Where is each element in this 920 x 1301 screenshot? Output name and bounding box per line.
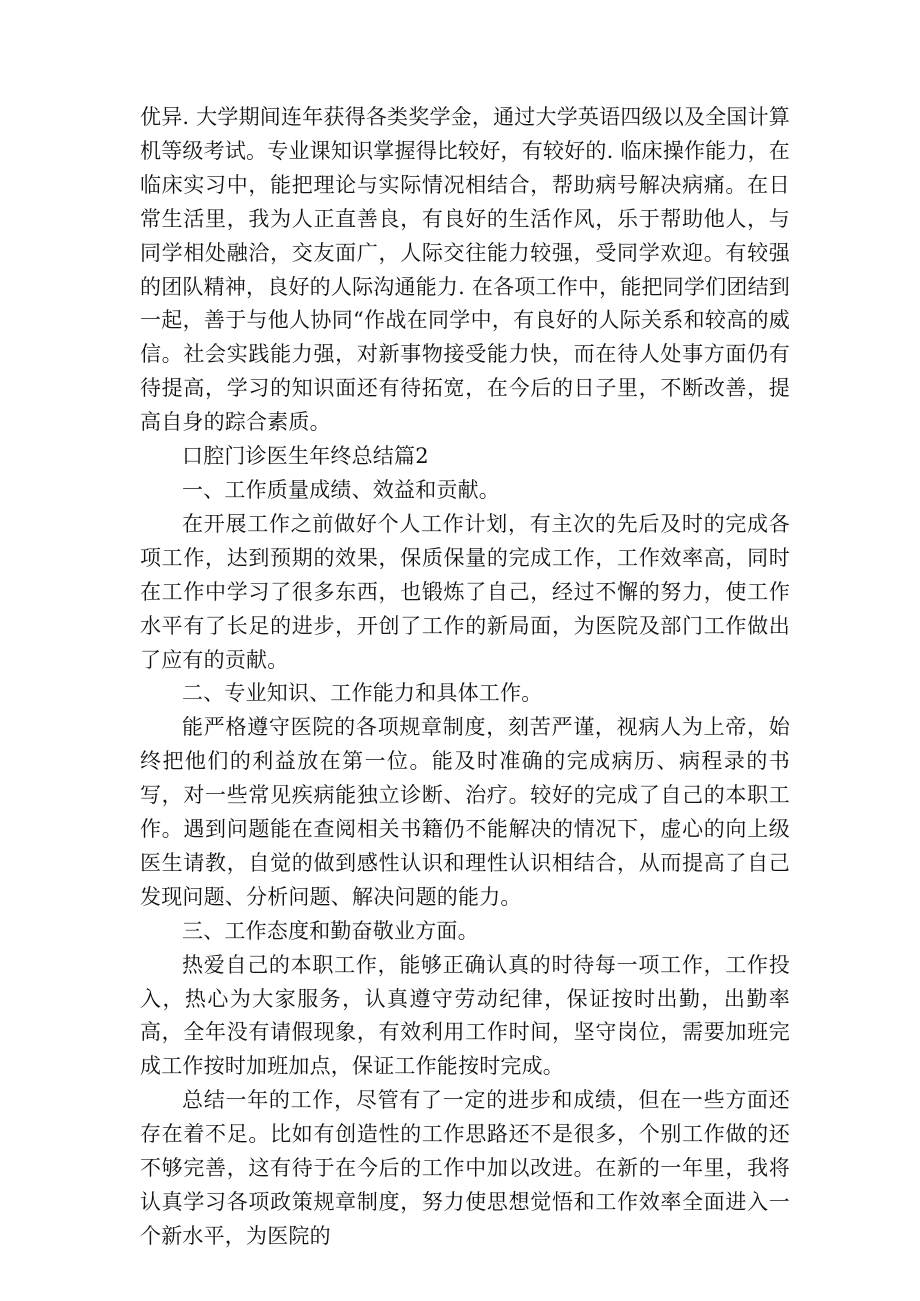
section-title: 口腔门诊医生年终总结篇2: [182, 444, 429, 469]
document-body: [140, 101, 790, 1254]
paragraph-summary: 总结一年的工作，尽管有了一定的进步和成绩，但在一些方面还存在着不足。比如有创造性的工作思路还不是很多，个别工作做的还不够完善，这有待于在今后的工作中加以改进。在新的一年里，我将认真学习各项政策规章制度，努力使思想觉悟和工作效率全面进入一个新水平，为医院的: [140, 1088, 790, 1248]
heading-professional-knowledge: 二、专业知识、工作能力和具体工作。: [182, 681, 543, 706]
paragraph-work-quality: 在开展工作之前做好个人工作计划，有主次的先后及时的完成各项工作，达到预期的效果，保质保量的完成工作，工作效率高，同时在工作中学习了很多东西，也锻炼了自己，经过不懈的努力，使工作水平有了长足的进步，开创了工作的新局面，为医院及部门工作做出了应有的贡献。: [140, 511, 790, 672]
paragraph-work-attitude: 热爱自己的本职工作，能够正确认真的时待每一项工作，工作投入，热心为大家服务，认真遵守劳动纪律，保证按时出勤，出勤率高，全年没有请假现象，有效利用工作时间，坚守岗位，需要加班完成工作按时加班加点，保证工作能按时完成。: [140, 952, 790, 1079]
paragraph-professional-knowledge: 能严格遵守医院的各项规章制度，刻苦严谨，视病人为上帝，始终把他们的利益放在第一位。能及时准确的完成病历、病程录的书写，对一些常见疾病能独立诊断、治疗。较好的完成了自己的本职工作。遇到问题能在查阅相关书籍仍不能解决的情况下，虚心的向上级医生请教，自觉的做到感性认识和理性认识相结合，从而提高了自己发现问题、分析问题、解决问题的能力。: [140, 715, 790, 909]
heading-work-attitude: 三、工作态度和勤奋敬业方面。: [182, 918, 479, 943]
heading-work-quality: 一、工作质量成绩、效益和贡献。: [182, 477, 500, 502]
paragraph-self-evaluation: 优异. 大学期间连年获得各类奖学金，通过大学英语四级以及全国计算机等级考试。专业课知识掌握得比较好，有较好的. 临床操作能力，在临床实习中，能把理论与实际情况相结合，帮助病号解决病痛。在日常生活里，我为人正直善良，有良好的生活作风，乐于帮助他人，与同学相处融洽，交友面广，人际交往能力较强，受同学欢迎。有较强的团队精神，良好的人际沟通能力. 在各项工作中，能把同学们团结到一起，善于与他人协同“作战在同学中，有良好的人际关系和较高的威信。社会实践能力强，对新事物接受能力快，而在待人处事方面仍有待提高，学习的知识面还有待拓宽，在今后的日子里，不断改善，提高自身的踪合素质。: [140, 105, 790, 435]
